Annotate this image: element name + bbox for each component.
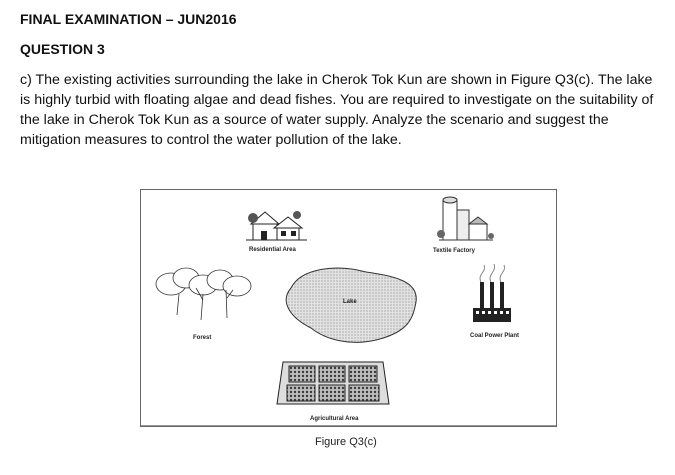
houses-icon: [246, 211, 307, 240]
factory-icon: [437, 197, 494, 240]
question-label: QUESTION 3: [20, 41, 105, 57]
label-lake: Lake: [343, 299, 357, 305]
label-residential-area: Residential Area: [249, 247, 296, 253]
exam-title: FINAL EXAMINATION – JUN2016: [20, 11, 237, 27]
trees-icon: [156, 268, 251, 320]
label-forest: Forest: [193, 335, 212, 341]
label-textile-factory: Textile Factory: [433, 248, 475, 254]
farm-field-icon: [277, 362, 389, 404]
label-coal-power-plant: Coal Power Plant: [470, 333, 520, 339]
figure-drawing: [141, 190, 556, 426]
label-agricultural-area: Agricultural Area: [310, 416, 359, 422]
figure-caption: Figure Q3(c): [315, 436, 377, 448]
figure-q3c: [140, 189, 557, 427]
lake-shape: [286, 268, 416, 342]
power-plant-icon: [473, 264, 511, 322]
question-text: c) The existing activities surrounding the lake in Cherok Tok Kun are shown in Figure Q3(c). The lake is highly turbid with floating algae and dead fishes. You are required to investigate on the suitability of the lake in Cherok Tok Kun as a source of water supply. Analyze the scenario and suggest the mitigation measures to control the water pollution of the lake.: [20, 72, 654, 148]
